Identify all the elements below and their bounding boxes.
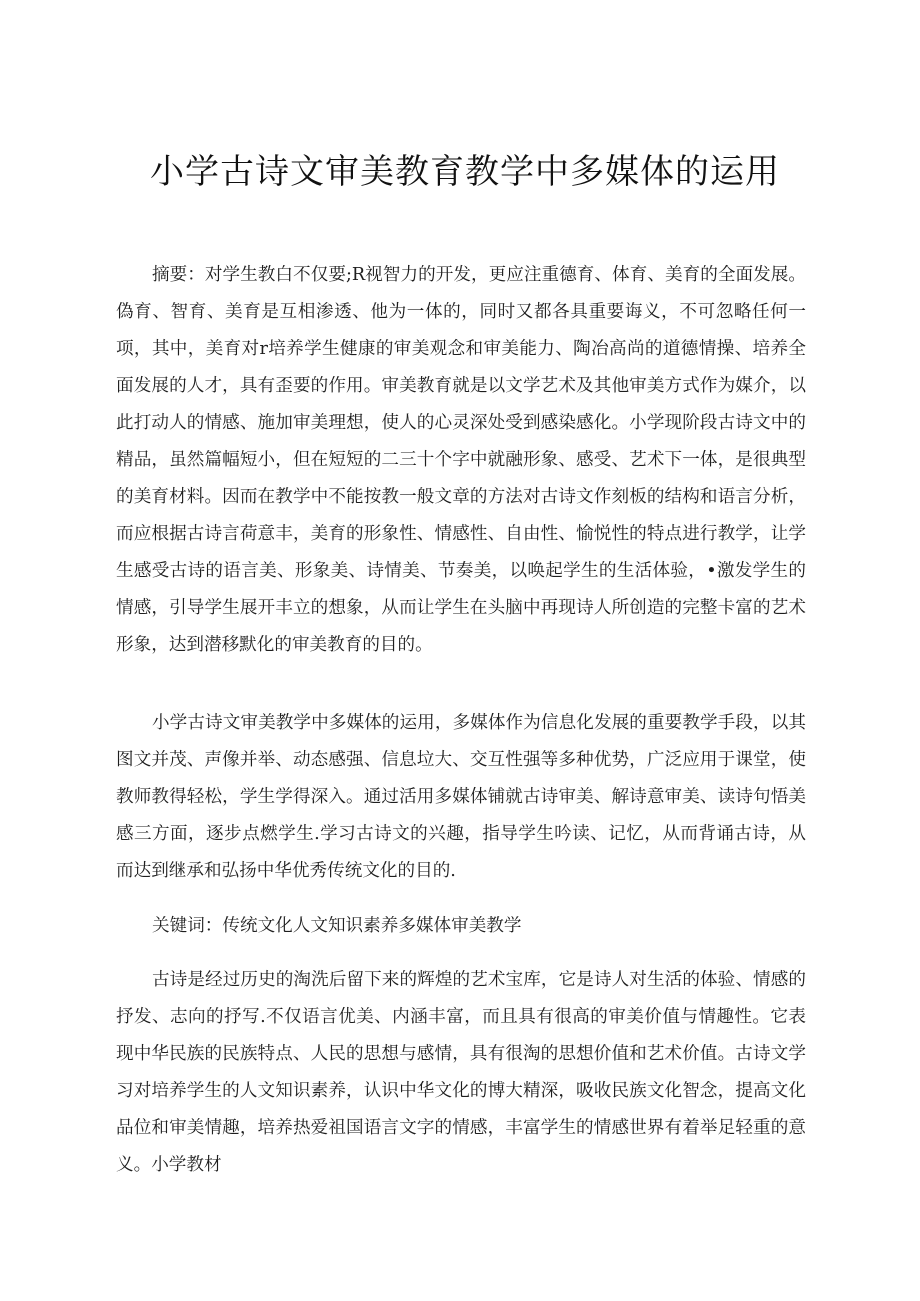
intro-paragraph: 小学古诗文审美教学中多媒体的运用，多媒体作为信息化发展的重要教学手段，以其图文并茂、声像并举、动态感强、信息垃大、交互性强等多种优势，广泛应用于课堂，使教师教得轻松，学生学得深入。通过活用多媒体铺就古诗审美、解诗意审美、读诗句悟美感三方面，逐步点燃学生.学习古诗文的兴趣，指导学生吟读、记忆，从而背诵古诗，从而达到继承和弘扬中华优秀传统文化的目的. <box>116 713 806 881</box>
page-title: 小学古诗文审美教育教学中多媒体的运用 <box>150 152 780 192</box>
abstract-paragraph: 摘要：对学生教白不仅要;R视智力的开发，更应注重德育、体育、美育的全面发展。偽育、智育、美育是互相渗透、他为一体的，同时又都各具重要诲义，不可忽略任何一项，其中，美育对r培养学生健康的审美观念和审美能力、陶冶高尚的道德情操、培养全面发展的人才，具有歪要的作用。审美教育就是以文学艺术及其他审美方式作为媒介，以此打动人的情感、施加审美理想，使人的心灵深处受到感染感化。小学现阶段古诗文中的精品，虽然篇幅短小，但在短短的二三十个字中就融形象、感受、艺术下一体，是很典型的美育材料。因而在教学中不能按教一般文章的方法对古诗文作刻板的结构和语言分析，而应根据古诗言荷意丰，美育的形象性、情感性、自由性、愉悦性的特点进行教学，让学生感受古诗的语言美、形象美、诗情美、节奏美，以唤起学生的生活体验，•激发学生的情感，引导学生展开丰立的想象，从而让学生在头脑中再现诗人所创造的完整卡富的艺术形象，达到潜移默化的审美教育的目的。 <box>116 265 806 655</box>
body-paragraph: 古诗是经过历史的淘洗后留下来的辉煌的艺术宝库，它是诗人对生活的体验、情感的抒发、志向的抒写.不仅语言优美、内涵丰富，而且具有很高的审美价值与情趣性。它表现中华民族的民族特点、人民的思想与感情，具有很淘的思想价值和艺术价值。古诗文学习对培养学生的人文知识素养，认识中华文化的博大精深，吸收民族文化智念，提高文化品位和审美情趣，培养热爱祖国语言文字的情感，丰富学生的情感世界有着举足轻重的意义。小学教材 <box>116 970 806 1175</box>
keywords-line: 关键词：传统文化人文知识素养多媒体审美教学 <box>152 916 522 936</box>
